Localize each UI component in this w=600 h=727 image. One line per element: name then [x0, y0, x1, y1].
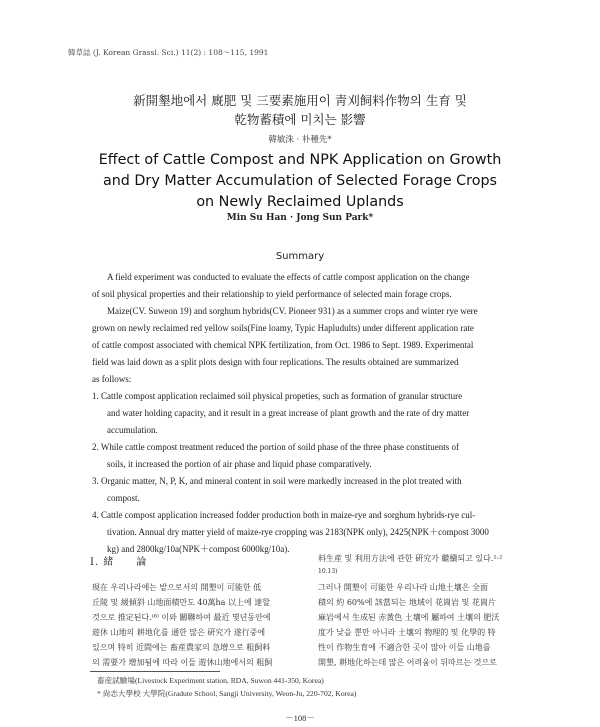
summary-line-14: compost. [107, 493, 140, 503]
summary-line-3: Maize(CV. Suweon 19) and sorghum hybrids(CV. Pioneer 931) as a summer crops and winter rye were [107, 306, 478, 316]
summary-line-7: as follows: [92, 374, 132, 384]
page-number: －108－ [285, 713, 315, 723]
korean-title-line-2: 乾物蓄積에 미치는 影響 [234, 112, 366, 127]
intro-right-line-7: 性이 作物生育에 不適合한 곳이 많아 이들 山地를 [318, 643, 491, 652]
summary-line-9: and water holding capacity, and it result in a great increase of plant growth and the rate of dry matter [107, 408, 470, 418]
summary-line-12: soils, it increased the portion of air phase and liquid phase comparatively. [107, 459, 372, 469]
summary-line-13: 3. Organic matter, N, P, K, and mineral content in soil were markedly increased in the plot treated with [92, 476, 462, 486]
summary-line-17: kg) and 2800kg/10a(NPK＋compost 6000kg/10a). [107, 544, 290, 554]
intro-right-line-1: 料生産 및 利用方法에 관한 硏究가 繼續되고 있다.¹·² [318, 554, 503, 563]
footnote-1: 畜産試驗場(Livestock Experiment station, RDA, Suwon 441-350, Korea) [97, 676, 324, 685]
intro-left-line-3: 것으로 推定된다.⁽⁶⁾ 이와 關聯하여 最近 몇년동안에 [92, 613, 271, 622]
summary-line-15: 4. Cattle compost application increased fodder production both in maize-rye and sorghum hybrids-rye cul- [92, 510, 476, 520]
summary-line-10: accumulation. [107, 425, 158, 435]
english-title-line-1: Effect of Cattle Compost and NPK Application on Growth [98, 152, 502, 168]
journal-citation: 韓草誌 (J. Korean Grassl. Sci.) 11(2) : 108～115, 1991 [68, 48, 269, 57]
section-heading-introduction: Ⅰ. 緒 論 [90, 557, 148, 568]
intro-right-line-5: 麻岩에서 生成된 赤黃色 土壤에 屬하여 土壤의 肥沃 [318, 613, 500, 622]
english-authors: Min Su Han · Jong Sun Park* [226, 213, 374, 223]
summary-heading: Summary [275, 251, 325, 262]
summary-line-11: 2. While cattle compost treatment reduced the portion of soild phase of the three phase constituents of [92, 442, 459, 452]
summary-line-8: 1. Cattle compost application reclaimed soil physical propeties, such as formation of granular structure [92, 391, 463, 401]
intro-left-line-2: 丘陵 및 緩傾斜 山地面積만도 40萬ha 以上에 達할 [92, 598, 270, 607]
korean-authors: 韓敏洙 · 朴種先* [268, 135, 332, 145]
summary-line-4: grown on newly reclaimed red yellow soils(Fine loamy, Typic Hapludults) under different application rate [92, 323, 474, 333]
intro-right-line-8: 開墾, 耕地化하는데 많은 어려움이 뒤따르는 것으로 [318, 658, 497, 667]
intro-left-line-6: 의 需要가 增加됨에 따라 이들 遊休山地에서의 粗飼 [92, 658, 273, 667]
intro-right-line-4: 積의 約 60%에 該當되는 地域이 花崗岩 및 花崗片 [318, 598, 496, 607]
intro-right-line-6: 度가 낮을 뿐만 아니라 土壤의 物理的 및 化學的 特 [318, 628, 496, 637]
summary-line-6: field was laid down as a split plots design with four replications. The results obtained are summarized [92, 357, 459, 367]
summary-line-5: of cattle compost associated with chemical NPK fertilization, from Oct. 1986 to Sept. 1989. Experimental [92, 340, 474, 350]
intro-right-line-2: 10.13) [318, 568, 338, 575]
english-title-line-3: on Newly Reclaimed Uplands [196, 194, 404, 210]
intro-right-line-3: 그러나 開墾이 可能한 우리나라 山地土壤은 全面 [318, 583, 488, 592]
english-title-line-2: and Dry Matter Accumulation of Selected Forage Crops [102, 173, 497, 189]
summary-line-16: tivation. Annual dry matter yield of maize-rye cropping was 2183(NPK only), 2425(NPK＋compost 3000 [107, 527, 489, 537]
korean-title-line-1: 新開墾地에서 廐肥 및 三要素施用이 靑刈飼料作物의 生育 및 [133, 93, 467, 108]
intro-left-line-1: 現在 우리나라에는 밭으로서의 開墾이 可能한 低 [92, 583, 262, 592]
footnote-2: * 尙志大學校 大學院(Gradute School, Sangji University, Weon-Ju, 220-702, Korea) [97, 689, 357, 698]
intro-left-line-5: 있으며 特히 近間에는 畜産農家의 急增으로 粗飼料 [92, 643, 271, 652]
footnote-divider [90, 671, 220, 672]
intro-left-line-4: 遊休 山地의 耕地化를 通한 많은 硏究가 遂行중에 [92, 628, 266, 637]
summary-line-2: of soil physical properties and their relationship to yield performance of selected main forage crops. [92, 289, 452, 299]
summary-line-1: A field experiment was conducted to evaluate the effects of cattle compost application on the change [107, 272, 470, 282]
